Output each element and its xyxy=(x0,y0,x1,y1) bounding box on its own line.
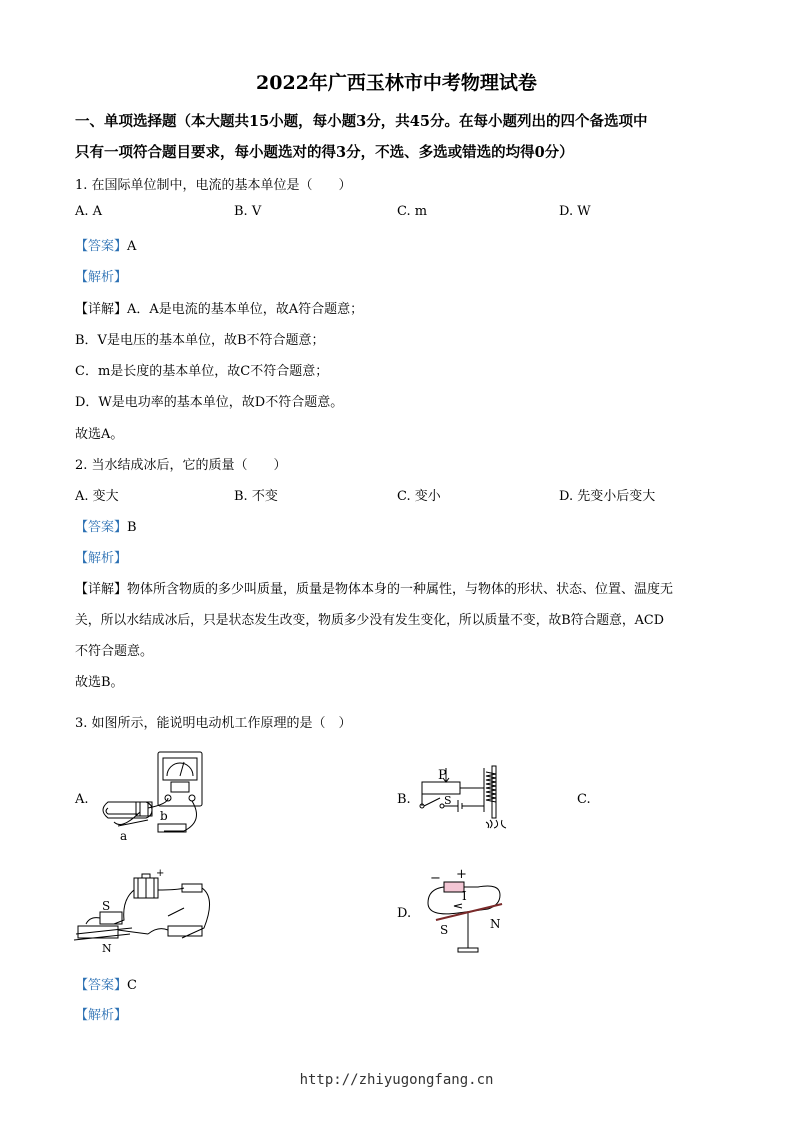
detail-text: A．A是电流的基本单位，故A符合题意； xyxy=(127,302,364,317)
q1-detail-4: D．W是电功率的基本单位，故D不符合题意。 xyxy=(75,395,344,410)
q3-answer xyxy=(75,974,137,993)
q2-option-c: C. 变小 xyxy=(397,489,441,504)
figure-d-label-plus: + xyxy=(456,868,467,882)
q1-option-b: B. V xyxy=(234,204,262,219)
figure-d-label-i: I xyxy=(462,889,467,903)
q3-option-c: C. xyxy=(577,792,591,807)
answer-value: B xyxy=(127,520,137,535)
figure-c-motor-principle xyxy=(72,868,222,952)
figure-d-label-minus: − xyxy=(430,871,441,886)
figure-d-label-n: N xyxy=(490,917,501,931)
q2-answer xyxy=(75,516,137,535)
figure-a-label-b: b xyxy=(160,809,168,823)
figure-d-oersted-experiment xyxy=(418,868,518,956)
figure-a-galvanometer-experiment xyxy=(96,748,214,844)
q2-analysis-tag: 【解析】 xyxy=(75,551,128,566)
q2-option-a: A. 变大 xyxy=(75,489,119,504)
figure-b-label-s: S xyxy=(444,794,452,807)
detail-text: 物体所含物质的多少叫质量，质量是物体本身的一种属性，与物体的形状、状态、位置、温度无 xyxy=(127,582,674,597)
answer-tag: 【答案】 xyxy=(75,520,128,535)
answer-value: A xyxy=(127,239,137,254)
q3-analysis-tag: 【解析】 xyxy=(75,1008,128,1023)
figure-d-label-s: S xyxy=(440,923,449,937)
figure-c-label-s: S xyxy=(102,899,111,913)
q2-detail-1 xyxy=(75,578,673,597)
figure-b-electromagnet-circuit xyxy=(418,762,518,832)
footer-url[interactable]: http://zhiyugongfang.cn xyxy=(299,1072,494,1088)
q2-option-d: D. 先变小后变大 xyxy=(559,489,656,504)
section-heading-line-1: 一、单项选择题（本大题共15小题，每小题3分，共45分。在每小题列出的四个备选项中 xyxy=(75,113,648,130)
detail-tag: 【详解】 xyxy=(75,582,128,597)
q2-detail-2: 关，所以水结成冰后，只是状态发生改变，物质多少没有发生变化，所以质量不变，故B符合题意，ACD xyxy=(75,613,664,628)
q2-stem: 2. 当水结成冰后，它的质量（ ） xyxy=(75,458,287,473)
q1-conclusion: 故选A。 xyxy=(75,427,124,442)
q2-conclusion: 故选B。 xyxy=(75,675,124,690)
q3-stem: 3. 如图所示，能说明电动机工作原理的是（ ） xyxy=(75,716,352,731)
answer-tag: 【答案】 xyxy=(75,978,128,993)
q3-option-b: B. xyxy=(397,792,411,807)
q1-option-a: A. A xyxy=(75,204,103,219)
page-title: 2022年广西玉林市中考物理试卷 xyxy=(256,72,537,94)
q1-detail-2: B．V是电压的基本单位，故B不符合题意； xyxy=(75,333,325,348)
figure-c-label-plus: + xyxy=(156,868,165,879)
q1-analysis-tag: 【解析】 xyxy=(75,270,128,285)
q2-detail-3: 不符合题意。 xyxy=(75,644,154,659)
section-heading-line-2: 只有一项符合题目要求，每小题选对的得3分，不选、多选或错选的均得0分） xyxy=(75,144,574,161)
q1-answer xyxy=(75,235,136,254)
q1-detail-3: C．m是长度的基本单位，故C不符合题意； xyxy=(75,364,329,379)
q3-option-a: A. xyxy=(75,792,89,807)
answer-tag: 【答案】 xyxy=(75,239,128,254)
q3-option-d: D. xyxy=(397,906,412,921)
figure-b-label-p: P xyxy=(438,768,447,783)
figure-a-label-a: a xyxy=(120,829,128,843)
q1-stem: 1. 在国际单位制中，电流的基本单位是（ ） xyxy=(75,178,352,193)
figure-c-label-n: N xyxy=(102,942,112,952)
q2-option-b: B. 不变 xyxy=(234,489,278,504)
answer-value: C xyxy=(127,978,137,993)
q1-option-c: C. m xyxy=(397,204,428,219)
q1-detail-1 xyxy=(75,298,363,317)
detail-tag: 【详解】 xyxy=(75,302,128,317)
q1-option-d: D. W xyxy=(559,204,591,219)
